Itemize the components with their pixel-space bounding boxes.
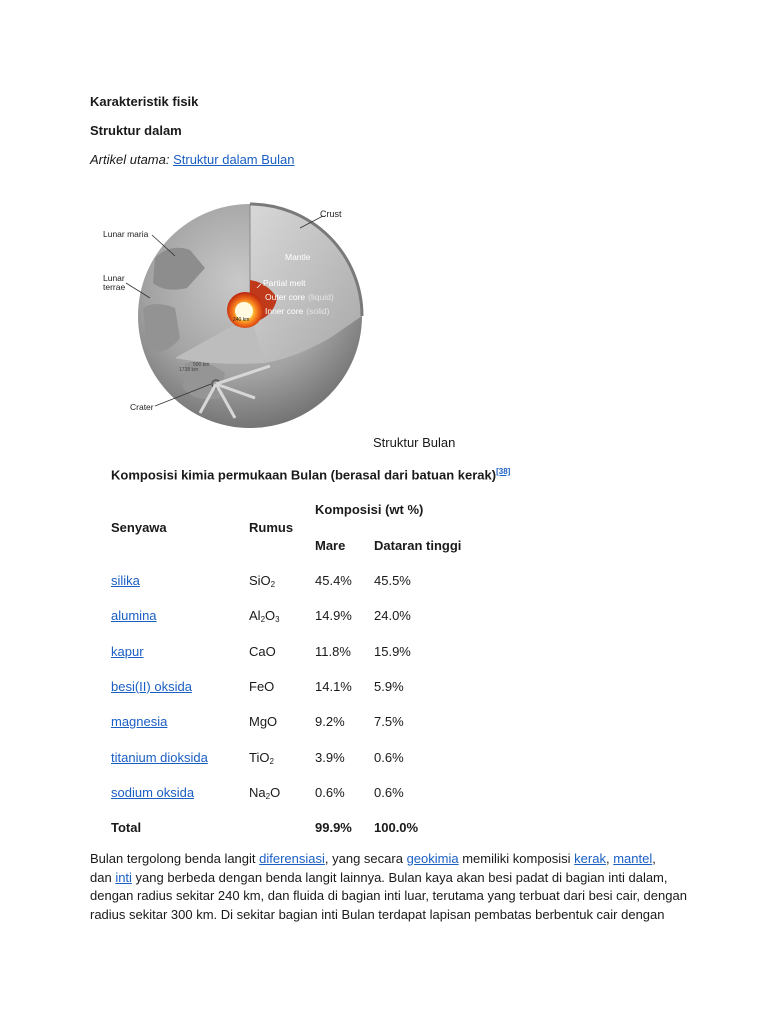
mare-cell: 45.4% [315, 573, 352, 588]
body-paragraph [90, 850, 687, 924]
formula-cell: FeO [249, 679, 275, 694]
highlands-cell: 5.9% [374, 679, 404, 694]
formula-cell: MgO [249, 714, 278, 729]
formula-cell: $Al_2O_3$ [249, 608, 280, 624]
header-composition: Komposisi (wt %) [315, 502, 424, 517]
label-lunar-terrae-2: terrae [103, 282, 126, 292]
link-diferensiasi[interactable]: diferensiasi [259, 851, 325, 866]
label-outer-core: Outer core (liquid) [265, 292, 334, 302]
compound-link[interactable]: magnesia [111, 714, 168, 729]
lunar-maria-patch [143, 304, 180, 351]
paragraph-line: dengan radius sekitar 240 km, dan fluida di bagian inti luar, terutama yang terbuat dari besi cair, dengan [90, 888, 687, 903]
label-500km: 500 km [193, 362, 210, 368]
mare-cell: 14.9% [315, 608, 352, 623]
paragraph-line: dan inti yang berbeda dengan benda langit lainnya. Bulan kaya akan besi padat di bagian inti dalam, [90, 869, 668, 885]
compound-link[interactable]: besi(II) oksida [111, 679, 192, 694]
subsection-heading: Struktur dalam [90, 123, 182, 138]
mare-cell: 3.9% [315, 750, 345, 765]
highlands-cell: 0.6% [374, 785, 404, 800]
compound-link[interactable]: sodium oksida [111, 785, 195, 800]
section-heading: Karakteristik fisik [90, 94, 199, 109]
paragraph-line: radius sekitar 300 km. Di sekitar bagian inti Bulan terdapat lapisan pembatas berbentuk cair dengan [90, 906, 665, 922]
mare-cell: 9.2% [315, 714, 345, 729]
header-formula: Rumus [249, 520, 294, 535]
link-inti[interactable]: inti [115, 869, 132, 885]
label-crater: Crater [130, 402, 154, 412]
highlands-cell: 15.9% [374, 644, 411, 659]
mare-cell: 11.8% [315, 644, 351, 659]
mare-cell: 0.6% [315, 785, 345, 800]
main-article-prefix: Artikel utama: [90, 152, 174, 167]
reference-link[interactable]: [38] [496, 467, 511, 476]
total-label: Total [111, 820, 142, 835]
total-mare: 99.9% [315, 820, 352, 835]
link-kerak[interactable]: kerak [574, 851, 606, 866]
label-partial-melt: Partial melt [263, 278, 306, 288]
highlands-cell: 45.5% [374, 573, 411, 588]
formula-cell: TiO$_2$ [249, 750, 274, 766]
header-highlands: Dataran tinggi [374, 538, 462, 553]
compound-link[interactable]: silika [111, 573, 140, 588]
main-article-note [90, 152, 295, 167]
table-caption [111, 467, 510, 482]
formula-cell: CaO [249, 644, 276, 659]
moon-structure-figure [95, 188, 375, 440]
header-compound: Senyawa [111, 520, 167, 535]
compound-link[interactable]: kapur [111, 644, 144, 659]
figure-caption: Struktur Bulan [373, 435, 456, 450]
compound-link[interactable]: alumina [111, 608, 157, 623]
label-crust: Crust [320, 209, 342, 219]
paragraph-line: Bulan tergolong benda langit diferensiasi, yang secara geokimia memiliki komposisi kerak, mantel, [90, 851, 656, 866]
label-1738km: 1738 km [179, 367, 199, 373]
label-lunar-terrae-1: Lunar [103, 273, 125, 283]
label-inner-core: Inner core (solid) [265, 306, 330, 316]
total-highlands: 100.0% [374, 820, 419, 835]
link-geokimia[interactable]: geokimia [406, 851, 459, 866]
main-article-link[interactable]: Struktur dalam Bulan [173, 152, 295, 167]
label-lunar-maria: Lunar maria [103, 229, 149, 239]
label-240km: 240 km [233, 317, 250, 323]
formula-cell: SiO$_2$ [249, 573, 276, 589]
formula-cell: $Na_2O$ [249, 785, 281, 801]
compound-link[interactable]: titanium dioksida [111, 750, 208, 765]
mare-cell: 14.1% [315, 679, 352, 694]
link-mantel[interactable]: mantel [613, 851, 653, 866]
label-mantle: Mantle [285, 252, 311, 262]
highlands-cell: 7.5% [374, 714, 404, 729]
table-caption-text: Komposisi kimia permukaan Bulan (berasal dari batuan kerak) [111, 467, 497, 483]
highlands-cell: 0.6% [374, 750, 404, 765]
header-mare: Mare [315, 538, 346, 553]
highlands-cell: 24.0% [374, 608, 411, 623]
